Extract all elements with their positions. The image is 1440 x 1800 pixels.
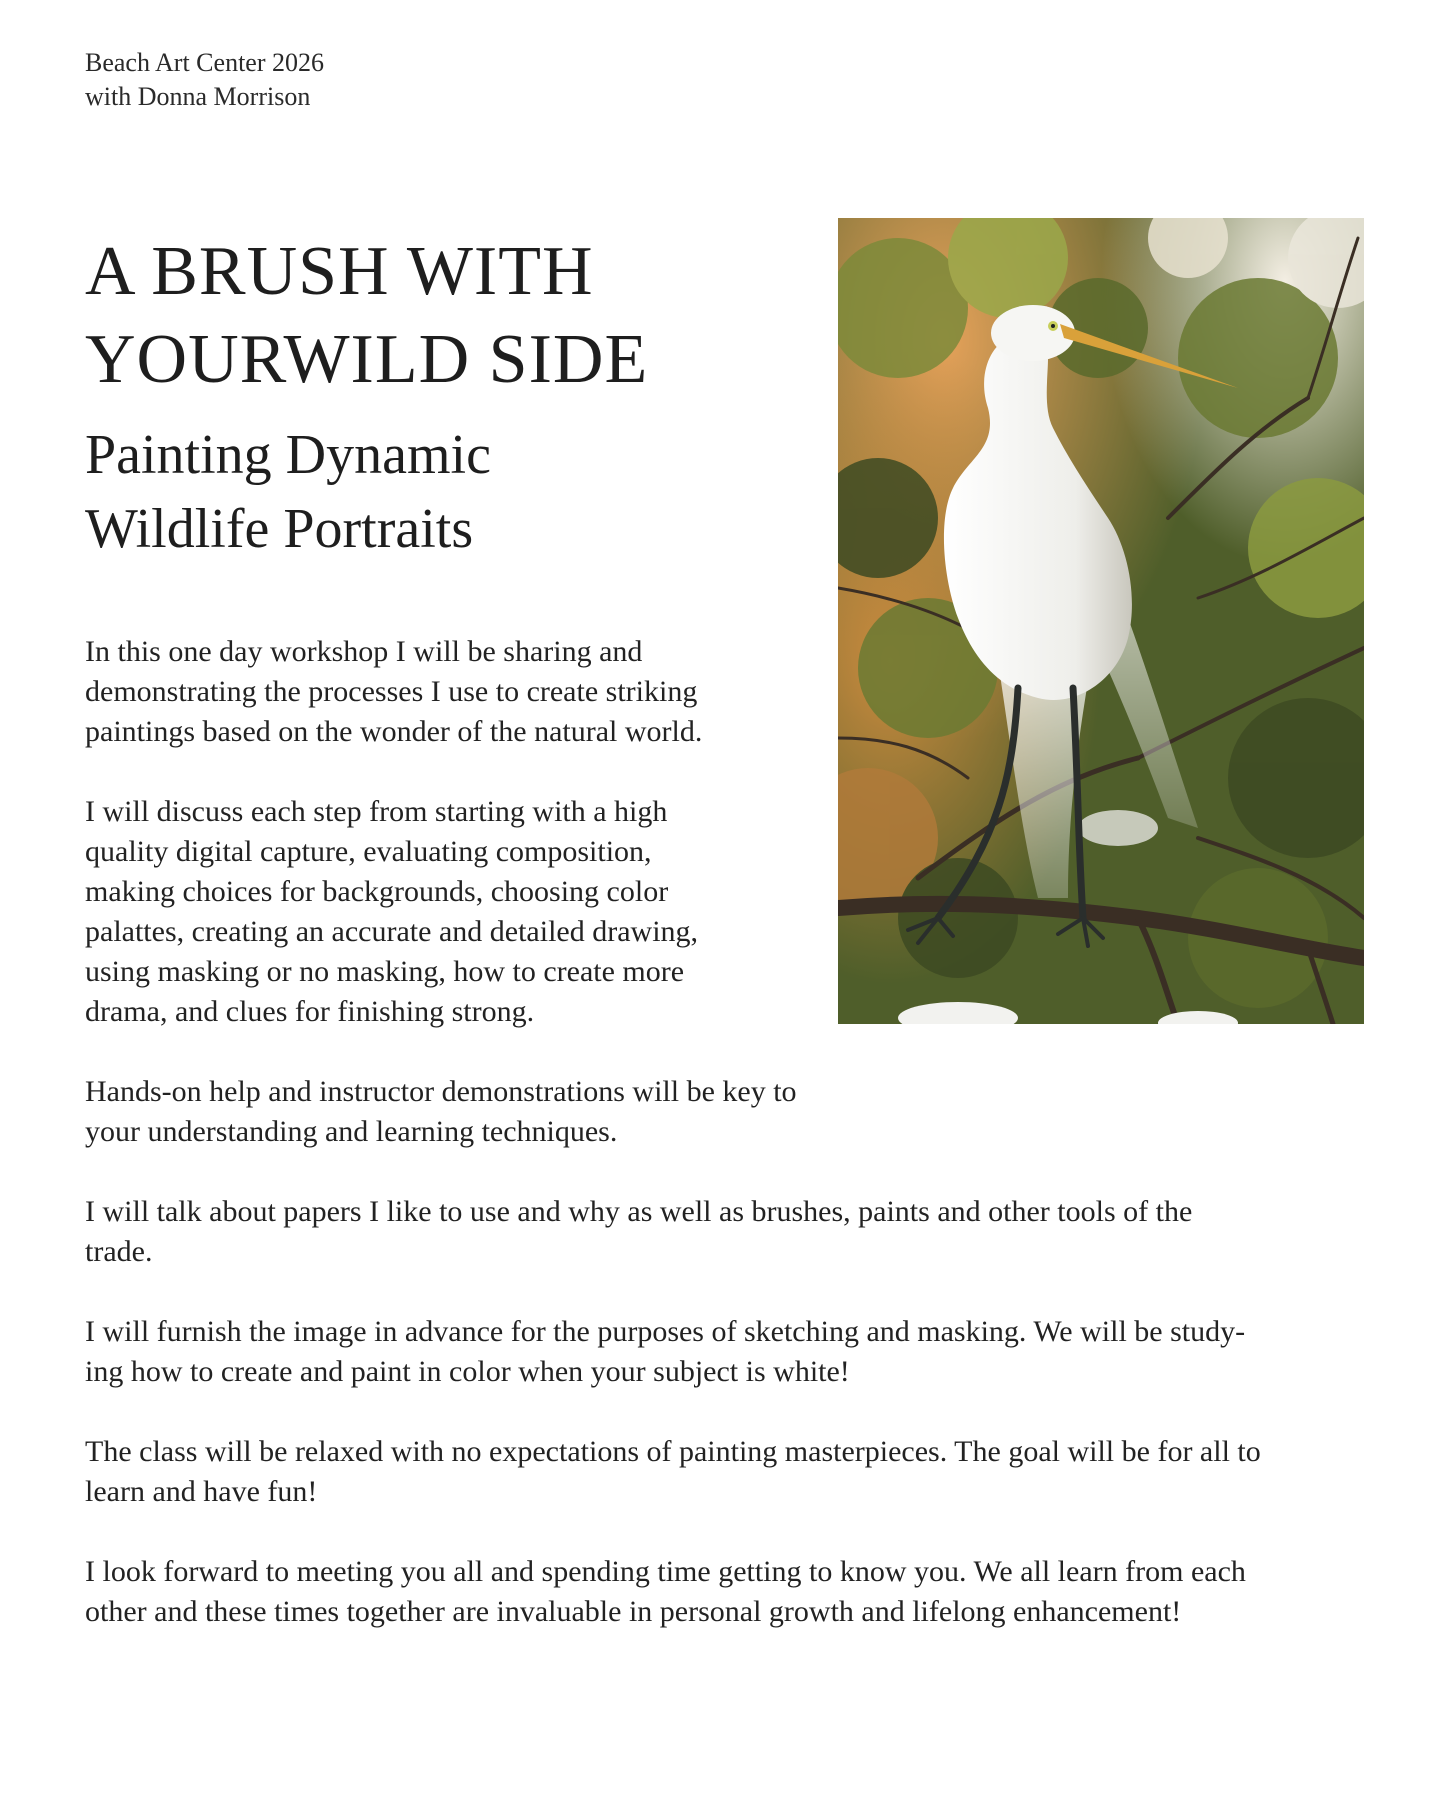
paragraph-image bbox=[85, 1312, 1261, 1392]
page-subtitle bbox=[85, 418, 785, 566]
title-line-1: A BRUSH WITH bbox=[85, 233, 594, 310]
text-line: In this one day workshop I will be sharing and bbox=[85, 635, 643, 668]
text-line: I will talk about papers I like to use and why as well as brushes, paints and other tools of the bbox=[85, 1195, 1193, 1228]
text-line: using masking or no masking, how to create more bbox=[85, 955, 685, 988]
workshop-description bbox=[85, 632, 1261, 1672]
text-line: I will discuss each step from starting with a high bbox=[85, 795, 668, 828]
text-line: making choices for backgrounds, choosing color bbox=[85, 875, 669, 908]
paragraph-materials bbox=[85, 1192, 1261, 1272]
paragraph-hands-on bbox=[85, 1072, 1261, 1152]
text-line: ing how to create and paint in color when your subject is white! bbox=[85, 1355, 850, 1388]
title-line-2: YOURWILD SIDE bbox=[85, 321, 649, 398]
text-line: quality digital capture, evaluating composition, bbox=[85, 835, 652, 868]
text-line: Hands-on help and instructor demonstrations will be key to bbox=[85, 1075, 797, 1108]
header bbox=[85, 46, 324, 114]
subtitle-line-1: Painting Dynamic bbox=[85, 424, 491, 486]
subtitle-line-2: Wildlife Portraits bbox=[85, 498, 474, 560]
text-line: trade. bbox=[85, 1235, 153, 1268]
text-line: I will furnish the image in advance for the purposes of sketching and masking. We will be study- bbox=[85, 1315, 1246, 1348]
page-title bbox=[85, 228, 805, 404]
paragraph-intro bbox=[85, 632, 1261, 752]
header-venue: Beach Art Center 2026 bbox=[85, 48, 324, 77]
text-line: The class will be relaxed with no expectations of painting masterpieces. The goal will be for all to bbox=[85, 1435, 1261, 1468]
text-line: learn and have fun! bbox=[85, 1475, 318, 1508]
header-instructor: with Donna Morrison bbox=[85, 82, 311, 111]
text-line: I look forward to meeting you all and spending time getting to know you. We all learn from each bbox=[85, 1555, 1246, 1588]
paragraph-relaxed bbox=[85, 1432, 1261, 1512]
text-line: drama, and clues for finishing strong. bbox=[85, 995, 535, 1028]
text-line: other and these times together are invaluable in personal growth and lifelong enhancement! bbox=[85, 1595, 1182, 1628]
text-line: palattes, creating an accurate and detailed drawing, bbox=[85, 915, 699, 948]
text-line: demonstrating the processes I use to create striking bbox=[85, 675, 698, 708]
text-line: paintings based on the wonder of the natural world. bbox=[85, 715, 703, 748]
paragraph-closing bbox=[85, 1552, 1261, 1632]
paragraph-steps bbox=[85, 792, 1261, 1032]
text-line: your understanding and learning techniques. bbox=[85, 1115, 618, 1148]
